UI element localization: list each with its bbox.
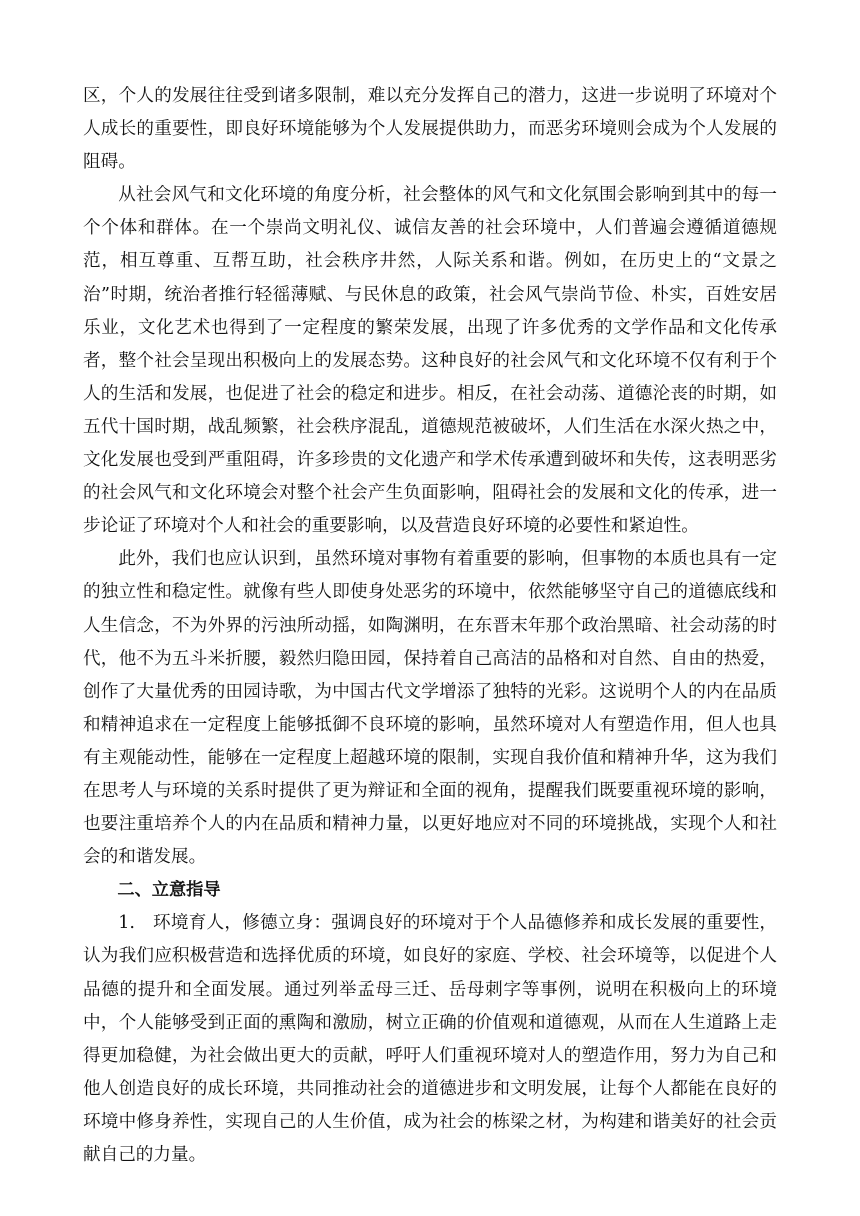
- document-page: [83, 80, 777, 1172]
- section-heading: 二、立意指导: [117, 880, 221, 901]
- paragraph-inner-nature: 此外，我们也应认识到，虽然环境对事物有着重要的影响，但事物的本质也具有一定的独立性和稳定性。就像有些人即使身处恶劣的环境中，依然能够坚守自己的道德底线和人生信念，不为外界的污浊所动摇，如陶渊明，在东晋末年那个政治黑暗、社会动荡的时代，他不为五斗米折腰，毅然归隐田园，保持着自己高洁的品格和对自然、自由的热爱，创作了大量优秀的田园诗歌，为中国古代文学增添了独特的光彩。这说明个人的内在品质和精神追求在一定程度上能够抵御不良环境的影响，虽然环境对人有塑造作用，但人也具有主观能动性，能够在一定程度上超越环境的限制，实现自我价值和精神升华，这为我们在思考人与环境的关系时提供了更为辩证和全面的视角，提醒我们既要重视环境的影响，也要注重培养个人的内在品质和精神力量，以更好地应对不同的环境挑战，实现个人和社会的和谐发展。: [83, 549, 777, 868]
- paragraph-social-culture: 从社会风气和文化环境的角度分析，社会整体的风气和文化氛围会影响到其中的每一个个体和群体。在一个崇尚文明礼仪、诚信友善的社会环境中，人们普遍会遵循道德规范，相互尊重、互帮互助，社会秩序井然，人际关系和谐。例如，在历史上的“文景之治”时期，统治者推行轻徭薄赋、与民休息的政策，社会风气崇尚节俭、朴实，百姓安居乐业，文化艺术也得到了一定程度的繁荣发展，出现了许多优秀的文学作品和文化传承者，整个社会呈现出积极向上的发展态势。这种良好的社会风气和文化环境不仅有利于个人的生活和发展，也促进了社会的稳定和进步。相反，在社会动荡、道德沦丧的时期，如五代十国时期，战乱频繁，社会秩序混乱，道德规范被破坏，人们生活在水深火热之中，文化发展也受到严重阻碍，许多珍贵的文化遗产和学术传承遭到破坏和失传，这表明恶劣的社会风气和文化环境会对整个社会产生负面影响，阻碍社会的发展和文化的传承，进一步论证了环境对个人和社会的重要影响，以及营造良好环境的必要性和紧迫性。: [83, 185, 777, 537]
- continued-paragraph: 区，个人的发展往往受到诸多限制，难以充分发挥自己的潜力，这进一步说明了环境对个人成长的重要性，即良好环境能够为个人发展提供助力，而恶劣环境则会成为个人发展的阻碍。: [83, 86, 777, 173]
- guidance-point-1: 1. 环境育人，修德立身：强调良好的环境对于个人品德修养和成长发展的重要性，认为我们应积极营造和选择优质的环境，如良好的家庭、学校、社会环境等，以促进个人品德的提升和全面发展。通过列举孟母三迁、岳母刺字等事例，说明在积极向上的环境中，个人能够受到正面的熏陶和激励，树立正确的价值观和道德观，从而在人生道路上走得更加稳健，为社会做出更大的贡献，呼吁人们重视环境对人的塑造作用，努力为自己和他人创造良好的成长环境，共同推动社会的道德进步和文明发展，让每个人都能在良好的环境中修身养性，实现自己的人生价值，成为社会的栋梁之材，为构建和谐美好的社会贡献自己的力量。: [83, 913, 777, 1165]
